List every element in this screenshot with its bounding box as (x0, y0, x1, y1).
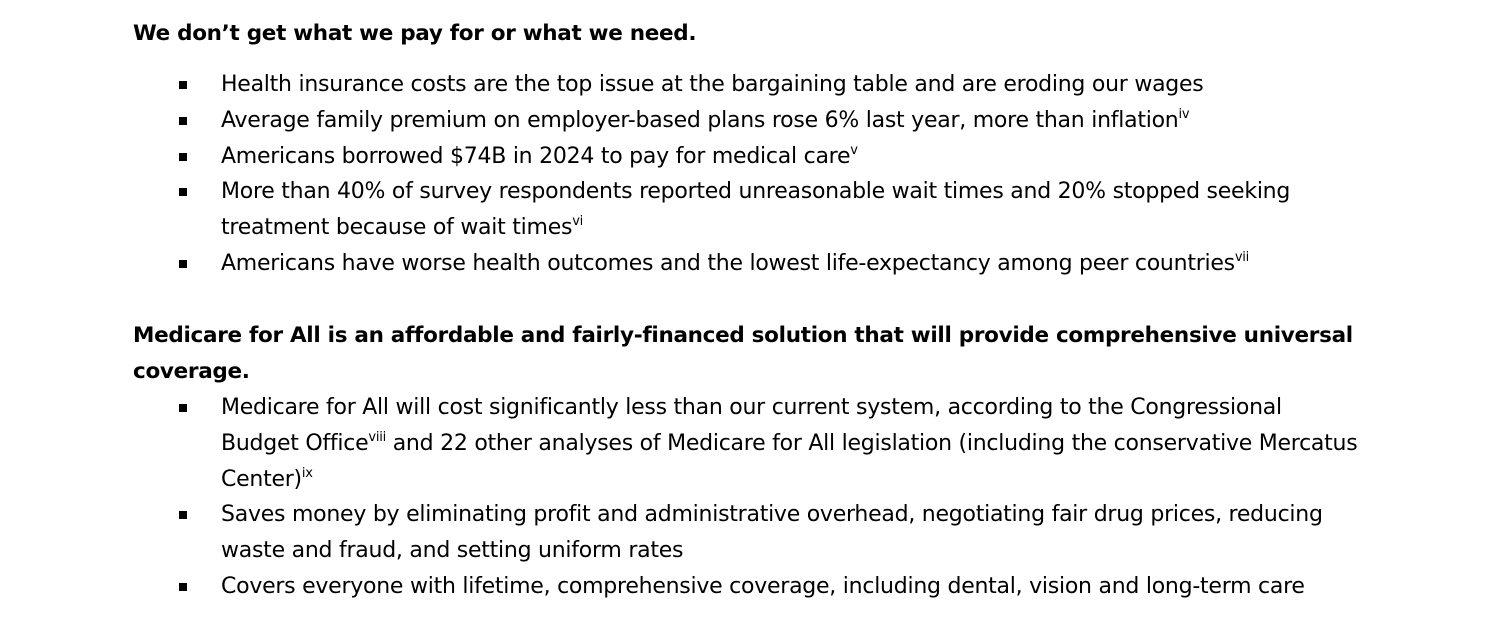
endnote-ref[interactable]: viii (368, 429, 386, 445)
list-item (0, 569, 1361, 605)
list-item (0, 174, 1361, 246)
item-text: More than 40% of survey respondents reported unreasonable wait times and 20% stopped seeking treatment because of wait times (221, 179, 1291, 241)
item-text: Americans have worse health outcomes and the lowest life-expectancy among peer countries (221, 250, 1235, 276)
square-bullet-icon (179, 511, 187, 519)
endnote-ref[interactable]: iv (1178, 106, 1190, 122)
section-heading: We don’t get what we pay for or what we need. (133, 21, 697, 46)
bullet-list (0, 390, 1361, 605)
bullet-list (0, 67, 1361, 282)
item-text: Saves money by eliminating profit and administrative overhead, negotiating fair drug prices, reducing waste and fraud, and setting uniform rates (221, 502, 1323, 564)
endnote-ref[interactable]: ix (301, 465, 313, 481)
list-item (0, 67, 1361, 103)
endnote-ref[interactable]: vi (572, 214, 584, 230)
square-bullet-icon (179, 81, 187, 89)
square-bullet-icon (179, 583, 187, 591)
item-text: Americans borrowed $74B in 2024 to pay for medical care (221, 143, 851, 169)
square-bullet-icon (179, 404, 187, 412)
list-item (0, 103, 1361, 139)
list-item (0, 139, 1361, 175)
section-heading: Medicare for All is an affordable and fairly-financed solution that will provide comprehensive universal coverage. (133, 323, 1353, 384)
endnote-ref[interactable]: vii (1234, 249, 1250, 265)
square-bullet-icon (179, 188, 187, 196)
list-item (0, 390, 1361, 497)
endnote-ref[interactable]: v (850, 142, 858, 158)
item-text: Health insurance costs are the top issue at the bargaining table and are eroding our wages (221, 72, 1204, 97)
square-bullet-icon (179, 153, 187, 161)
item-text-continued: and 22 other analyses of Medicare for All legislation (including the conservative Mercatus Center) (221, 430, 1358, 492)
list-item (0, 497, 1361, 569)
square-bullet-icon (179, 260, 187, 268)
square-bullet-icon (179, 117, 187, 125)
item-text: Average family premium on employer-based plans rose 6% last year, more than inflation (221, 107, 1179, 133)
list-item (0, 246, 1361, 282)
item-text: Medicare for All will cost significantly less than our current system, according to the Congressional Budget Office (221, 395, 1282, 456)
item-text: Covers everyone with lifetime, comprehensive coverage, including dental, vision and long-term care (221, 573, 1305, 599)
